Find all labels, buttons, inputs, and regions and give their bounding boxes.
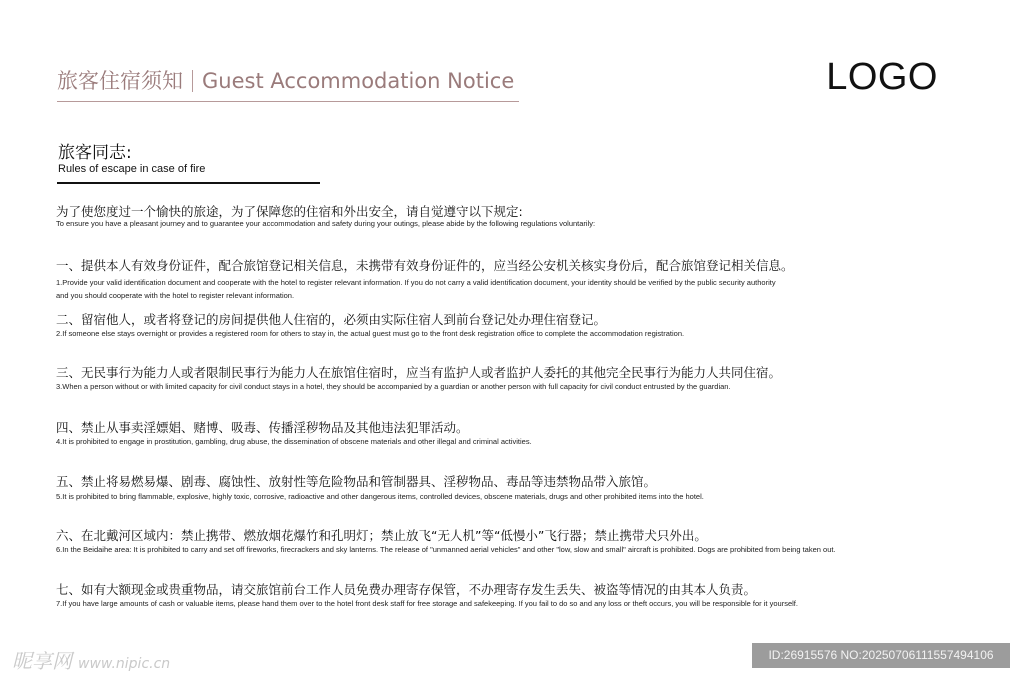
header-separator: [192, 70, 193, 92]
watermark-id: ID:26915576 NO:20250706111557494106: [752, 643, 1010, 668]
rule-5-zh: 五、禁止将易燃易爆、剧毒、腐蚀性、放射性等危险物品和管制器具、淫秽物品、毒品等违禁物品带入旅馆。: [56, 474, 657, 489]
logo: LOGO: [826, 56, 938, 98]
rule-2-zh: 二、留宿他人，或者将登记的房间提供他人住宿的，必须由实际住宿人到前台登记处办理住宿登记。: [56, 312, 607, 327]
rule-6-zh: 六、在北戴河区域内：禁止携带、燃放烟花爆竹和孔明灯；禁止放飞“无人机”等“低慢小”飞行器；禁止携带犬只外出。: [56, 528, 707, 543]
rule-1-zh: 一、提供本人有效身份证件，配合旅馆登记相关信息，未携带有效身份证件的，应当经公安机关核实身份后，配合旅馆登记相关信息。: [56, 258, 794, 273]
rule-7-zh: 七、如有大额现金或贵重物品，请交旅馆前台工作人员免费办理寄存保管，不办理寄存发生丢失、被盗等情况的由其本人负责。: [56, 582, 757, 597]
watermark-brand: [12, 645, 170, 674]
rule-1-en-line2: and you should cooperate with the hotel to register relevant information.: [56, 291, 295, 300]
rule-3-zh: 三、无民事行为能力人或者限制民事行为能力人在旅馆住宿时，应当有监护人或者监护人委托的其他完全民事行为能力人共同住宿。: [56, 365, 782, 380]
rule-7-en: 7.If you have large amounts of cash or valuable items, please hand them over to the hotel front desk staff for free storage and safekeeping. If you fail to do so and any loss or theft occurs, you will be responsible for it yourself.: [56, 599, 798, 608]
header-title-en: Guest Accommodation Notice: [202, 69, 515, 93]
intro-en: To ensure you have a pleasant journey and to guarantee your accommodation and safety during your outings, please abide by the following regulations voluntarily:: [56, 219, 596, 228]
header-title: [57, 65, 514, 95]
section-underline: [57, 182, 320, 184]
watermark-url: www.nipic.cn: [78, 656, 171, 672]
rule-1-en-line1: 1.Provide your valid identification document and cooperate with the hotel to register relevant information. If you do not carry a valid identification document, your identity should be verified by the public security authority: [56, 278, 776, 287]
rule-4-en: 4.It is prohibited to engage in prostitution, gambling, drug abuse, the dissemination of obscene materials and other illegal and criminal activities.: [56, 437, 532, 446]
watermark-brand-name: 昵享网: [12, 649, 72, 673]
section-title: 旅客同志:: [58, 143, 132, 163]
rule-5-en: 5.It is prohibited to bring flammable, explosive, highly toxic, corrosive, radioactive and other dangerous items, controlled devices, obscene materials, drugs and other prohibited items into the hotel.: [56, 492, 704, 501]
header-title-zh: 旅客住宿须知: [57, 69, 183, 93]
intro-zh: 为了使您度过一个愉快的旅途，为了保障您的住宿和外出安全，请自觉遵守以下规定:: [56, 204, 523, 219]
rule-3-en: 3.When a person without or with limited capacity for civil conduct stays in a hotel, they should be accompanied by a guardian or another person with full capacity for civil conduct entrusted by the guardian.: [56, 382, 731, 391]
header-underline: [57, 101, 519, 102]
rule-2-en: 2.If someone else stays overnight or provides a registered room for others to stay in, the actual guest must go to the front desk registration office to complete the accommodation registration.: [56, 329, 685, 338]
rule-4-zh: 四、禁止从事卖淫嫖娼、赌博、吸毒、传播淫秽物品及其他违法犯罪活动。: [56, 420, 469, 435]
section-subtitle: Rules of escape in case of fire: [58, 163, 206, 175]
rule-6-en: 6.In the Beidaihe area: It is prohibited to carry and set off fireworks, firecrackers and sky lanterns. The release of "unmanned aerial vehicles" and other "low, slow and small" aircraft is prohibited. Dogs are prohibited from being taken out.: [56, 545, 836, 554]
